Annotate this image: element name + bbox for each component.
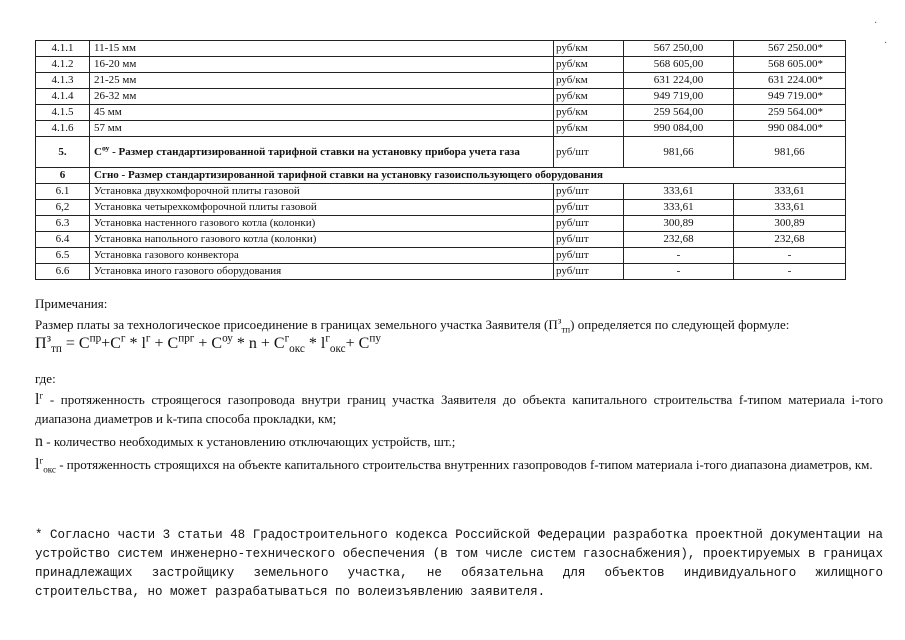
row-value: 981,66 [624,137,734,168]
row-number: 4.1.6 [36,121,90,137]
row-unit: руб/шт [554,264,624,280]
row-number: 6,2 [36,200,90,216]
row-value-vat: 333,61 [734,184,846,200]
row-value-vat: - [734,248,846,264]
row-value-vat: 949 719.00* [734,89,846,105]
definition-n: n - количество необходимых к установлению отключающих устройств, шт.; [35,433,456,450]
row-number: 6.1 [36,184,90,200]
row-unit: руб/шт [554,200,624,216]
row-value-vat: 333,61 [734,200,846,216]
row-number: 4.1.1 [36,41,90,57]
row-unit: руб/км [554,73,624,89]
table-row [36,200,846,216]
row-number: 6 [36,168,90,184]
row-number: 4.1.2 [36,57,90,73]
row-number: 6.4 [36,232,90,248]
row-number: 4.1.3 [36,73,90,89]
row-value-vat: 232,68 [734,232,846,248]
row-value-vat: - [734,264,846,280]
row-value-vat: 990 084.00* [734,121,846,137]
table-row-section-5 [36,137,846,168]
scan-speck: · [884,38,888,49]
row-number: 6.3 [36,216,90,232]
row-value: - [624,248,734,264]
row-value: 990 084,00 [624,121,734,137]
notes-section [35,294,883,474]
row-unit: руб/шт [554,137,624,168]
notes-intro: Размер платы за технологическое присоединение в границах земельного участка Заявителя $(П^з_{тп})$ определяется по следующей формуле: [35,315,790,335]
formula: $П^з_{тп} = С^{пр}+С^г * l^г + С^{прг} + С^{оу} * n + С^г_{окс} * l^г_{окс}+ С^{пу}$ [35,332,381,356]
row-number: 6.6 [36,264,90,280]
row-unit: руб/км [554,89,624,105]
row-unit: руб/км [554,121,624,137]
row-value-vat: 981,66 [734,137,846,168]
row-name: Установка настенного газового котла (колонки) [90,216,554,232]
row-value-vat: 631 224.00* [734,73,846,89]
row-unit: руб/шт [554,216,624,232]
row-unit: руб/шт [554,232,624,248]
table-row [36,41,846,57]
row-unit: руб/км [554,57,624,73]
row-number: 5. [36,137,90,168]
row-value: 333,61 [624,200,734,216]
row-unit: руб/шт [554,184,624,200]
row-name-text: - Размер стандартизированной тарифной ставки на установку прибора учета газа [109,145,520,158]
row-name: Установка двухкомфорочной плиты газовой [90,184,554,200]
row-name: Сгно - Размер стандартизированной тарифной ставки на установку газоиспользующего оборудования [90,168,846,184]
row-name: Установка четырехкомфорочной плиты газовой [90,200,554,216]
row-value: 631 224,00 [624,73,734,89]
row-name: Установка напольного газового котла (колонки) [90,232,554,248]
definition-l: $l^г$ - протяженность строящегося газопровода внутри границ участка Заявителя до объекта капитального строительства f-типом материала i-того диапазона диаметров и k-типа способа прокладки, км; [35,390,883,426]
row-name: 45 мм [90,105,554,121]
row-value: 568 605,00 [624,57,734,73]
row-name: 57 мм [90,121,554,137]
row-name: 11-15 мм [90,41,554,57]
row-value: 333,61 [624,184,734,200]
row-name: Установка газового конвектора [90,248,554,264]
table-row [36,216,846,232]
definition-l-oks: $l^г_{окс}$ - протяженность строящихся на объекте капитального строительства внутренних газопроводов f-типом материала i-того диапазона диаметров, км. [35,455,873,475]
row-name: 16-20 мм [90,57,554,73]
row-value: 567 250,00 [624,41,734,57]
scan-speck: · [874,18,878,29]
row-value: 300,89 [624,216,734,232]
row-unit: руб/шт [554,248,624,264]
symbol-superscript: оу [101,143,110,153]
where-label: где: [35,371,56,386]
table-row [36,264,846,280]
row-unit: руб/км [554,105,624,121]
row-name [90,137,554,168]
row-name: 26-32 мм [90,89,554,105]
row-number: 6.5 [36,248,90,264]
table-row [36,121,846,137]
row-value-vat: 567 250.00* [734,41,846,57]
row-name: 21-25 мм [90,73,554,89]
row-value-vat: 300,89 [734,216,846,232]
row-unit: руб/км [554,41,624,57]
symbol: С [94,145,102,158]
row-number: 4.1.5 [36,105,90,121]
row-value-vat: 568 605.00* [734,57,846,73]
table-row [36,105,846,121]
tariff-table [35,40,846,280]
row-value: 949 719,00 [624,89,734,105]
notes-heading: Примечания: [35,296,108,311]
table-row [36,57,846,73]
row-number: 4.1.4 [36,89,90,105]
row-value-vat: 259 564.00* [734,105,846,121]
row-name: Установка иного газового оборудования [90,264,554,280]
footnote: * Согласно части 3 статьи 48 Градостроительного кодекса Российской Федерации разработка проектной документации на устройство систем инженерно-технического обеспечения (в том числе систем газоснабжения), проектируемых в границах принадлежащих застройщику земельного участка, не обязательна для объектов индивидуального жилищного строительства, но может разрабатываться по волеизъявлению заявителя. [35,528,883,599]
table-row [36,184,846,200]
table-row [36,232,846,248]
row-value: - [624,264,734,280]
row-value: 259 564,00 [624,105,734,121]
table-row-section-6 [36,168,846,184]
table-row [36,73,846,89]
table-row [36,89,846,105]
table-row [36,248,846,264]
row-value: 232,68 [624,232,734,248]
